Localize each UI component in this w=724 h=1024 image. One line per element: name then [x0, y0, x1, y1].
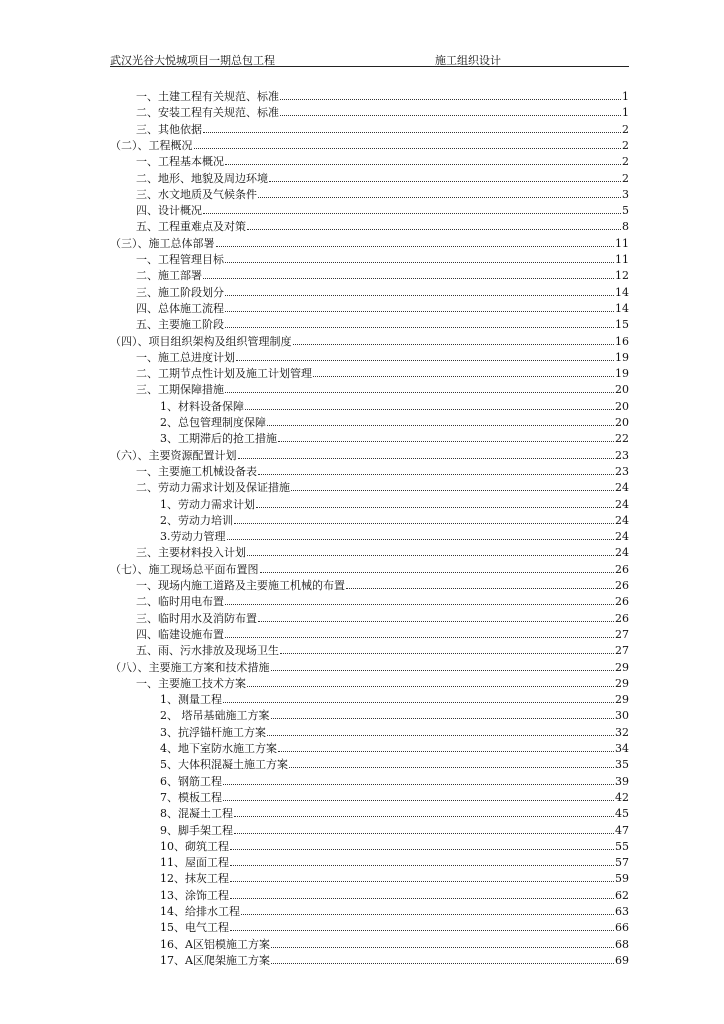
toc-entry-title: 二、地形、地貌及周边环境 [136, 171, 268, 185]
toc-entry-title: 四、总体施工流程 [136, 301, 224, 315]
toc-entry-title: 四、设计概况 [136, 204, 202, 218]
toc-entry-page: 2 [622, 155, 629, 169]
toc-entry-title: 五、工程重难点及对策 [136, 220, 246, 234]
toc-dot-leader [271, 718, 615, 719]
toc-dot-leader [293, 344, 615, 345]
toc-dot-leader [230, 865, 614, 866]
toc-entry-page: 27 [615, 627, 629, 641]
toc-dot-leader [247, 229, 621, 230]
toc-entry-title: 10、砌筑工程 [160, 839, 229, 853]
toc-entry-title: 一、主要施工机械设备表 [136, 464, 257, 478]
toc-entry-page: 29 [615, 676, 629, 690]
toc-entry-page: 24 [615, 497, 629, 511]
toc-entry[interactable] [136, 577, 629, 592]
toc-entry-title: 三、临时用水及消防布置 [136, 611, 257, 625]
toc-entry-page: 26 [615, 611, 629, 625]
toc-entry[interactable] [160, 414, 629, 429]
toc-entry[interactable] [160, 919, 629, 934]
toc-entry-page: 34 [615, 742, 629, 755]
toc-entry-page: 29 [615, 660, 629, 674]
toc-entry-page: 24 [615, 513, 629, 527]
toc-entry[interactable] [160, 789, 629, 804]
toc-dot-leader [225, 262, 614, 263]
toc-entry[interactable] [136, 267, 629, 282]
toc-dot-leader [247, 686, 614, 687]
toc-entry-page: 55 [615, 839, 629, 853]
toc-dot-leader [245, 409, 614, 410]
toc-dot-leader [236, 360, 614, 361]
toc-dot-leader [230, 930, 614, 931]
toc-entry[interactable] [136, 642, 629, 657]
toc-dot-leader [267, 425, 614, 426]
toc-entry-title: 三、主要材料投入计划 [136, 546, 246, 560]
toc-dot-leader [289, 767, 614, 768]
toc-dot-leader [225, 392, 614, 393]
toc-entry[interactable] [160, 724, 629, 739]
toc-entry-page: 2 [622, 122, 629, 136]
toc-entry[interactable] [136, 365, 629, 380]
toc-entry-title: 2、总包管理制度保障 [160, 416, 266, 429]
toc-entry-title: 3、抗浮锚杆施工方案 [160, 725, 266, 739]
toc-dot-leader [258, 474, 614, 475]
toc-dot-leader [223, 702, 614, 703]
toc-entry-title: （三）、施工总体部署 [110, 236, 215, 250]
toc-entry-title: 13、涂饰工程 [160, 888, 229, 902]
toc-entry[interactable] [110, 447, 629, 462]
toc-entry[interactable] [160, 740, 629, 755]
toc-dot-leader [280, 653, 614, 654]
toc-entry-title: （六）、主要资源配置计划 [110, 448, 237, 462]
toc-dot-leader [225, 637, 614, 638]
toc-entry[interactable] [136, 104, 629, 119]
toc-entry-page: 12 [615, 269, 629, 283]
toc-entry[interactable] [160, 496, 629, 511]
toc-dot-leader [346, 588, 614, 589]
toc-entry-page: 20 [615, 399, 629, 413]
toc-dot-leader [258, 621, 614, 622]
toc-entry-page: 63 [615, 905, 629, 918]
toc-entry-title: 1、测量工程 [160, 693, 222, 707]
toc-entry[interactable] [136, 593, 629, 608]
toc-dot-leader [267, 735, 614, 736]
header-rule [110, 66, 629, 67]
toc-entry[interactable] [136, 284, 629, 299]
toc-entry-page: 22 [615, 432, 629, 446]
toc-entry[interactable] [136, 121, 629, 136]
toc-entry[interactable] [160, 887, 629, 902]
toc-entry-page: 42 [615, 790, 629, 804]
toc-entry[interactable] [160, 805, 629, 820]
toc-entry[interactable] [160, 512, 629, 527]
toc-dot-leader [225, 295, 614, 296]
toc-entry[interactable] [136, 218, 629, 233]
toc-entry-page: 3 [622, 187, 629, 201]
toc-dot-leader [203, 213, 621, 214]
toc-entry[interactable] [136, 316, 629, 331]
toc-entry[interactable] [160, 691, 629, 706]
toc-entry-title: 11、屋面工程 [160, 856, 229, 870]
toc-entry-page: 30 [615, 709, 629, 723]
toc-entry-title: 四、临建设施布置 [136, 627, 224, 641]
toc-entry-page: 26 [615, 579, 629, 592]
toc-dot-leader [234, 523, 614, 524]
toc-entry-page: 59 [615, 872, 629, 886]
toc-entry-page: 29 [615, 693, 629, 707]
toc-dot-leader [194, 148, 622, 149]
toc-dot-leader [216, 246, 615, 247]
toc-dot-leader [203, 278, 614, 279]
toc-entry-page: 20 [615, 383, 629, 397]
toc-entry[interactable] [160, 756, 629, 771]
toc-dot-leader [225, 327, 614, 328]
toc-entry-page: 26 [615, 595, 629, 609]
toc-entry[interactable] [136, 381, 629, 396]
toc-entry-title: 8、混凝土工程 [160, 807, 233, 821]
toc-entry-page: 5 [622, 204, 629, 218]
toc-entry[interactable] [110, 561, 629, 576]
toc-entry-page: 27 [615, 644, 629, 658]
toc-dot-leader [223, 784, 614, 785]
toc-entry-title: 一、土建工程有关规范、标准 [136, 90, 279, 103]
toc-dot-leader [230, 898, 614, 899]
toc-entry-page: 11 [615, 236, 629, 250]
toc-entry[interactable] [136, 349, 629, 364]
toc-entry-title: 1、材料设备保障 [160, 399, 244, 413]
toc-entry[interactable] [160, 430, 629, 445]
toc-entry-page: 45 [615, 807, 629, 821]
toc-entry[interactable] [160, 707, 629, 722]
toc-entry-page: 66 [615, 921, 629, 935]
toc-entry-title: 三、水文地质及气候条件 [136, 187, 257, 201]
toc-entry-page: 47 [615, 823, 629, 837]
toc-dot-leader [258, 197, 621, 198]
toc-entry-page: 62 [615, 888, 629, 902]
toc-entry[interactable] [110, 333, 629, 348]
toc-entry[interactable] [136, 300, 629, 315]
toc-entry-page: 23 [615, 464, 629, 478]
toc-dot-leader [203, 132, 621, 133]
toc-entry-title: 一、工程管理目标 [136, 253, 224, 266]
toc-entry[interactable] [160, 870, 629, 885]
toc-entry-title: 9、脚手架工程 [160, 823, 233, 837]
toc-dot-leader [225, 164, 621, 165]
toc-entry-title: （八）、主要施工方案和技术措施 [110, 660, 270, 674]
toc-entry-page: 23 [615, 448, 629, 462]
toc-entry-page: 19 [615, 367, 629, 381]
toc-entry-title: 5、大体积混凝土施工方案 [160, 758, 288, 772]
toc-dot-leader [225, 604, 614, 605]
toc-entry-page: 8 [622, 220, 629, 234]
toc-entry[interactable] [160, 528, 629, 543]
toc-entry[interactable] [160, 903, 629, 918]
toc-entry-title: 17、A区爬架施工方案 [160, 953, 270, 967]
toc-dot-leader [271, 670, 615, 671]
toc-dot-leader [278, 441, 614, 442]
toc-entry[interactable] [136, 251, 629, 266]
toc-entry[interactable] [160, 936, 629, 951]
toc-dot-leader [271, 963, 614, 964]
toc-entry[interactable] [136, 479, 629, 494]
toc-entry-title: 三、其他依据 [136, 122, 202, 136]
toc-entry[interactable] [136, 88, 629, 103]
toc-entry-page: 24 [615, 530, 629, 544]
toc-entry-title: （四）、项目组织架构及组织管理制度 [110, 334, 292, 348]
toc-entry-title: 二、施工部署 [136, 269, 202, 283]
toc-entry-page: 19 [615, 350, 629, 364]
toc-entry-page: 14 [615, 301, 629, 315]
toc-entry-title: 一、施工总进度计划 [136, 350, 235, 364]
toc-dot-leader [278, 751, 614, 752]
toc-dot-leader [291, 490, 614, 491]
toc-dot-leader [223, 800, 614, 801]
toc-entry-title: 6、钢筋工程 [160, 774, 222, 788]
toc-entry-title: 一、现场内施工道路及主要施工机械的布置 [136, 579, 345, 592]
toc-entry-title: 五、主要施工阶段 [136, 318, 224, 332]
toc-dot-leader [313, 376, 614, 377]
toc-entry-title: 1、劳动力需求计划 [160, 497, 255, 511]
toc-entry[interactable] [160, 822, 629, 837]
toc-entry-page: 26 [615, 562, 629, 576]
toc-entry-page: 1 [622, 106, 629, 120]
toc-entry-title: 16、A区铝模施工方案 [160, 937, 270, 951]
toc-entry-page: 39 [615, 774, 629, 788]
toc-entry-page: 1 [622, 90, 629, 103]
toc-entry[interactable] [136, 675, 629, 690]
toc-entry[interactable] [136, 202, 629, 217]
toc-entry-title: 一、工程基本概况 [136, 155, 224, 169]
toc-entry-title: 五、雨、污水排放及现场卫生 [136, 644, 279, 658]
toc-entry-page: 24 [615, 481, 629, 495]
toc-entry[interactable] [136, 170, 629, 185]
toc-entry[interactable] [136, 626, 629, 641]
toc-entry[interactable] [136, 153, 629, 168]
toc-entry[interactable] [110, 659, 629, 674]
toc-dot-leader [230, 881, 614, 882]
toc-entry-page: 68 [615, 937, 629, 951]
header-document-title: 施工组织设计 [435, 54, 501, 67]
header-project-title: 武汉光谷大悦城项目一期总包工程 [110, 54, 275, 67]
toc-entry[interactable] [136, 463, 629, 478]
toc-entry-title: 三、工期保障措施 [136, 383, 224, 397]
toc-entry[interactable] [136, 186, 629, 201]
toc-dot-leader [271, 947, 614, 948]
toc-entry-page: 16 [615, 334, 629, 348]
toc-entry-title: 12、抹灰工程 [160, 872, 229, 886]
toc-entry-title: 二、安装工程有关规范、标准 [136, 106, 279, 120]
toc-entry-title: 二、临时用电布置 [136, 595, 224, 609]
toc-entry-title: 4、地下室防水施工方案 [160, 742, 277, 755]
toc-dot-leader [234, 816, 614, 817]
toc-entry-title: 15、电气工程 [160, 921, 229, 935]
toc-entry-title: 14、给排水工程 [160, 905, 240, 918]
toc-entry-page: 57 [615, 856, 629, 870]
toc-entry-title: 一、主要施工技术方案 [136, 676, 246, 690]
toc-entry-page: 2 [622, 171, 629, 185]
toc-entry[interactable] [136, 544, 629, 559]
toc-entry[interactable] [160, 773, 629, 788]
toc-entry-title: 3、工期滞后的抢工措施 [160, 432, 277, 446]
toc-dot-leader [256, 507, 614, 508]
toc-entry-page: 14 [615, 285, 629, 299]
toc-entry-title: 2、劳动力培训 [160, 513, 233, 527]
toc-entry[interactable] [160, 838, 629, 853]
toc-entry-page: 2 [622, 138, 629, 152]
toc-entry[interactable] [110, 235, 629, 250]
toc-dot-leader [260, 572, 615, 573]
toc-entry-page: 69 [615, 953, 629, 967]
toc-entry-page: 20 [615, 416, 629, 429]
toc-entry-title: 7、模板工程 [160, 790, 222, 804]
toc-dot-leader [230, 849, 614, 850]
toc-entry-title: 2、 塔吊基础施工方案 [160, 709, 270, 723]
toc-entry-page: 15 [615, 318, 629, 332]
toc-dot-leader [280, 99, 621, 100]
toc-dot-leader [247, 555, 614, 556]
toc-entry[interactable] [160, 952, 629, 967]
toc-dot-leader [238, 458, 615, 459]
toc-dot-leader [269, 181, 621, 182]
toc-entry-title: （二）、工程概况 [110, 138, 193, 152]
toc-dot-leader [234, 833, 614, 834]
toc-entry-page: 11 [615, 253, 629, 266]
toc-dot-leader [225, 311, 614, 312]
toc-entry-title: 三、施工阶段划分 [136, 285, 224, 299]
toc-entry-page: 32 [615, 725, 629, 739]
toc-dot-leader [280, 115, 621, 116]
toc-entry-page: 35 [615, 758, 629, 772]
toc-dot-leader [227, 539, 615, 540]
toc-entry-title: 3.劳动力管理 [160, 530, 226, 544]
toc-dot-leader [241, 914, 614, 915]
toc-entry[interactable] [136, 610, 629, 625]
toc-entry[interactable] [160, 398, 629, 413]
toc-entry[interactable] [110, 137, 629, 152]
toc-entry-title: （七）、施工现场总平面布置图 [110, 562, 259, 576]
toc-entry-page: 24 [615, 546, 629, 560]
toc-entry-title: 二、工期节点性计划及施工计划管理 [136, 367, 312, 381]
toc-entry[interactable] [160, 854, 629, 869]
toc-entry-title: 二、劳动力需求计划及保证措施 [136, 481, 290, 495]
